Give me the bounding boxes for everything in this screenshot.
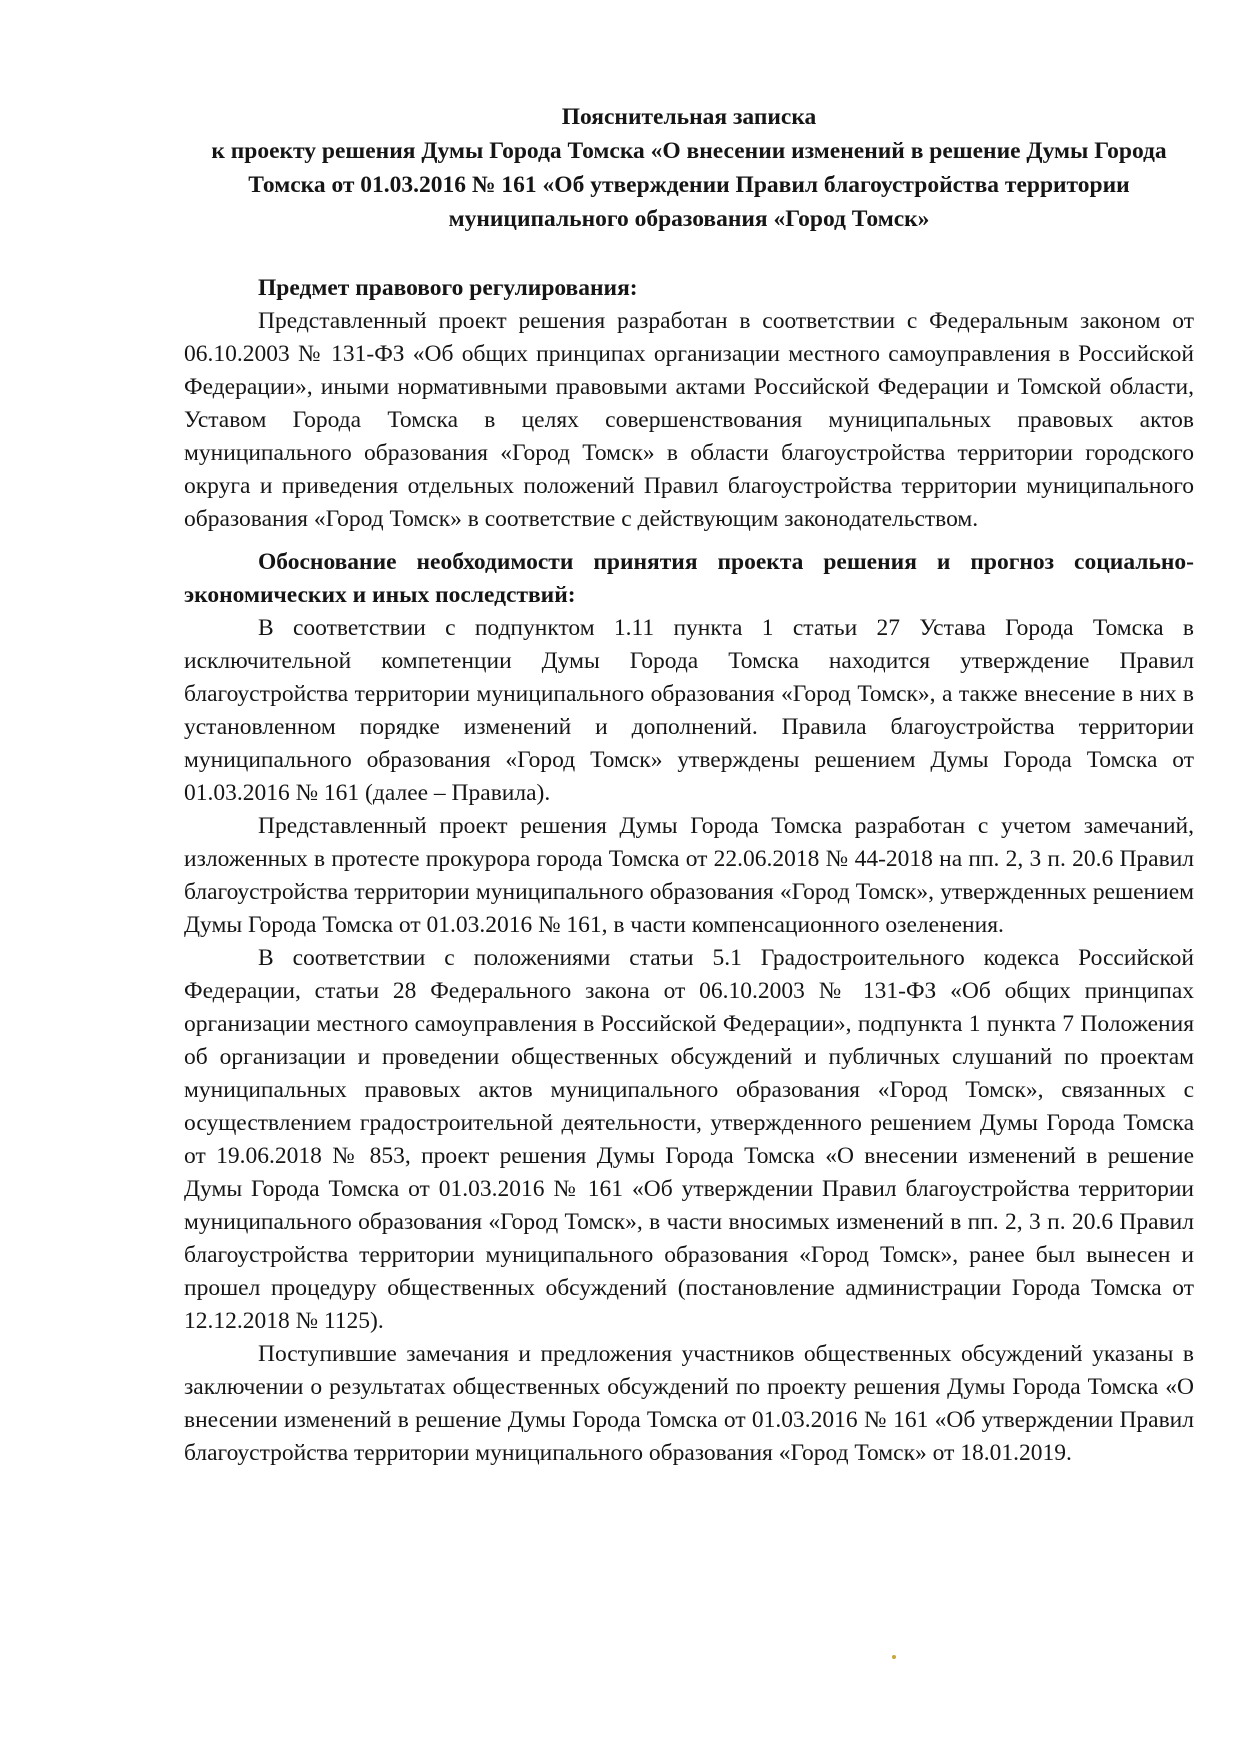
scan-speck (892, 1655, 896, 1659)
paragraph: Представленный проект решения Думы Города Томска разработан с учетом замечаний, изложенных в протесте прокурора города Томска от 22.06.2018 № 44-2018 на пп. 2, 3 п. 20.6 Правил благоустройства территории муниципального образования «Город Томск», утвержденных решением Думы Города Томска от 01.03.2016 № 161, в части компенсационного озеленения. (184, 813, 1194, 938)
document-body (184, 100, 1194, 1470)
paragraph: В соответствии с подпунктом 1.11 пункта 1 статьи 27 Устава Города Томска в исключительной компетенции Думы Города Томска находится утверждение Правил благоустройства территории муниципального образования «Город Томск», а также внесение в них в установленном порядке изменений и дополнений. Правила благоустройства территории муниципального образования «Город Томск» утверждены решением Думы Города Томска от 01.03.2016 № 161 (далее – Правила). (184, 615, 1194, 806)
section-heading-justification: Обоснование необходимости принятия проекта решения и прогноз социально-экономических и иных последствий: (184, 549, 1194, 608)
spacer (184, 536, 1194, 546)
document-title (184, 100, 1194, 236)
paragraph: Поступившие замечания и предложения участников общественных обсуждений указаны в заключении о результатах общественных обсуждений по проекту решения Думы Города Томска «О внесении изменений в решение Думы Города Томска от 01.03.2016 № 161 «Об утверждении Правил благоустройства территории муниципального образования «Город Томск» от 18.01.2019. (184, 1341, 1194, 1466)
paragraph: В соответствии с положениями статьи 5.1 Градостроительного кодекса Российской Федерации, статьи 28 Федерального закона от 06.10.2003 № 131-ФЗ «Об общих принципах организации местного самоуправления в Российской Федерации», подпункта 1 пункта 7 Положения об организации и проведении общественных обсуждений и публичных слушаний по проектам муниципальных правовых актов муниципального образования «Город Томск», связанных с осуществлением градостроительной деятельности, утвержденного решением Думы Города Томска от 19.06.2018 № 853, проект решения Думы Города Томска «О внесении изменений в решение Думы Города Томска от 01.03.2016 № 161 «Об утверждении Правил благоустройства территории муниципального образования «Город Томск», в части вносимых изменений в пп. 2, 3 п. 20.6 Правил благоустройства территории муниципального образования «Город Томск», ранее был вынесен и прошел процедуру общественных обсуждений (постановление администрации Города Томска от 12.12.2018 № 1125). (184, 945, 1194, 1334)
section-heading-subject: Предмет правового регулирования: (258, 275, 638, 301)
title-line-1: Пояснительная записка (561, 104, 817, 130)
paragraph: Представленный проект решения разработан в соответствии с Федеральным законом от 06.10.2003 № 131-ФЗ «Об общих принципах организации местного самоуправления в Российской Федерации», иными нормативными правовыми актами Российской Федерации и Томской области, Уставом Города Томска в целях совершенствования муниципальных правовых актов муниципального образования «Город Томск» в области благоустройства территории городского округа и приведения отдельных положений Правил благоустройства территории муниципального образования «Город Томск» в соответствие с действующим законодательством. (184, 308, 1194, 532)
title-line-2: к проекту решения Думы Города Томска «О внесении изменений в решение Думы Города Томска от 01.03.2016 № 161 «Об утверждении Правил благоустройства территории муниципального образования «Город Томск» (211, 138, 1167, 232)
